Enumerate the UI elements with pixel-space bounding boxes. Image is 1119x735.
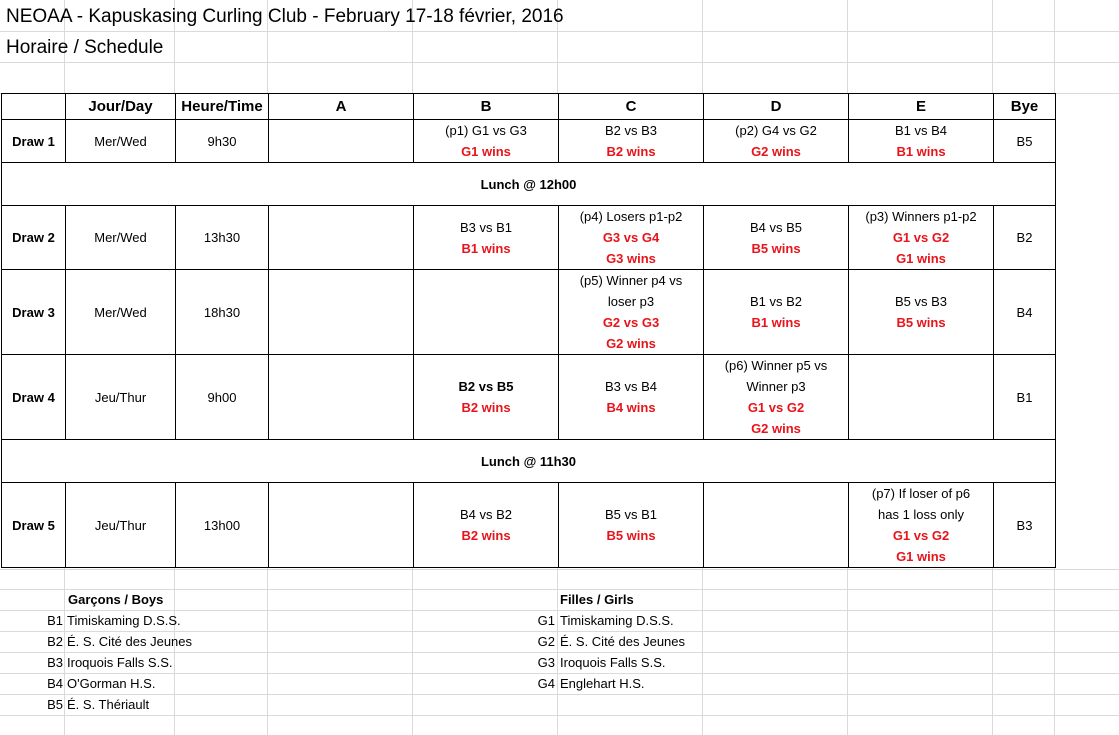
time-cell: 18h30 bbox=[176, 270, 269, 355]
draw-label: Draw 3 bbox=[2, 270, 66, 355]
page-title: NEOAA - Kapuskasing Curling Club - February 17-18 février, 2016 bbox=[6, 6, 564, 27]
draw-row bbox=[2, 483, 1056, 568]
header-cell: Bye bbox=[994, 94, 1056, 120]
header-cell bbox=[2, 94, 66, 120]
team-code: B5 bbox=[47, 697, 63, 712]
day-cell: Mer/Wed bbox=[66, 120, 176, 163]
lunch-cell: Lunch @ 12h00 bbox=[2, 163, 1056, 206]
result-text: G1 wins bbox=[896, 549, 946, 564]
matchup-text: (p1) G1 vs G3 bbox=[445, 123, 527, 138]
matchup-text: (p5) Winner p4 vs bbox=[579, 273, 683, 288]
result-text: G1 wins bbox=[896, 251, 946, 266]
team-code: B1 bbox=[47, 613, 63, 628]
matchup-text: (p4) Losers p1-p2 bbox=[579, 209, 683, 224]
header-cell: B bbox=[414, 94, 559, 120]
lunch-row bbox=[2, 163, 1056, 206]
header-cell: Jour/Day bbox=[66, 94, 176, 120]
draw-label: Draw 2 bbox=[2, 206, 66, 270]
bye-cell: B2 bbox=[994, 206, 1056, 270]
sheet-c-cell bbox=[559, 355, 704, 440]
matchup-text: B3 vs B1 bbox=[459, 219, 513, 235]
header-cell: E bbox=[849, 94, 994, 120]
draw-row bbox=[2, 355, 1056, 440]
team-name: Iroquois Falls S.S. bbox=[560, 655, 666, 670]
bye-cell: B3 bbox=[994, 483, 1056, 568]
sheet-d-cell bbox=[704, 483, 849, 568]
team-code: B2 bbox=[47, 634, 63, 649]
result-text: G2 wins bbox=[751, 144, 801, 159]
draw-row bbox=[2, 120, 1056, 163]
result-text: B4 wins bbox=[606, 400, 656, 415]
sheet-d-cell bbox=[704, 270, 849, 355]
draw-label: Draw 5 bbox=[2, 483, 66, 568]
time-cell: 9h30 bbox=[176, 120, 269, 163]
result-text: G1 vs G2 bbox=[892, 528, 950, 543]
team-code: G4 bbox=[537, 676, 555, 691]
matchup-text: B5 vs B1 bbox=[604, 507, 658, 522]
sheet-d-cell bbox=[704, 206, 849, 270]
sheet-e-cell bbox=[849, 206, 994, 270]
draw-row bbox=[2, 270, 1056, 355]
sheet-d-cell bbox=[704, 355, 849, 440]
team-name: Timiskaming D.S.S. bbox=[67, 613, 181, 628]
team-name: É. S. Cité des Jeunes bbox=[67, 634, 193, 649]
matchup-text: B2 vs B3 bbox=[604, 123, 658, 138]
matchup-text: B1 vs B4 bbox=[894, 123, 948, 138]
sheet-b-cell bbox=[414, 483, 559, 568]
day-cell: Mer/Wed bbox=[66, 206, 176, 270]
sheet-b-cell bbox=[414, 355, 559, 440]
matchup-text: (p6) Winner p5 vs bbox=[724, 358, 828, 373]
sheet-c-cell bbox=[559, 270, 704, 355]
result-text: B5 wins bbox=[751, 240, 801, 256]
sheet-b-cell bbox=[414, 206, 559, 270]
day-cell: Mer/Wed bbox=[66, 270, 176, 355]
sheet-e-cell bbox=[849, 270, 994, 355]
matchup-text: loser p3 bbox=[607, 294, 655, 309]
result-text: G2 wins bbox=[751, 421, 801, 436]
matchup-text: (p7) If loser of p6 bbox=[871, 486, 971, 501]
matchup-text: B1 vs B2 bbox=[749, 294, 803, 309]
result-text: B5 wins bbox=[896, 315, 946, 330]
result-text: B2 wins bbox=[606, 144, 656, 159]
page-subtitle: Horaire / Schedule bbox=[6, 37, 164, 58]
team-code: B3 bbox=[47, 655, 63, 670]
header-cell: C bbox=[559, 94, 704, 120]
bye-cell: B5 bbox=[994, 120, 1056, 163]
schedule-table bbox=[1, 93, 1056, 568]
result-text: G1 wins bbox=[461, 144, 511, 159]
bye-cell: B1 bbox=[994, 355, 1056, 440]
matchup-text: B5 vs B3 bbox=[894, 294, 948, 309]
sheet-c-cell bbox=[559, 206, 704, 270]
result-text: B5 wins bbox=[606, 528, 656, 543]
sheet-b-cell bbox=[414, 120, 559, 163]
team-name: É. S. Cité des Jeunes bbox=[560, 634, 686, 649]
sheet-a-cell bbox=[269, 483, 414, 568]
team-code: B4 bbox=[47, 676, 63, 691]
sheet-c-cell bbox=[559, 483, 704, 568]
lunch-row bbox=[2, 440, 1056, 483]
result-text: G2 wins bbox=[606, 336, 656, 351]
draw-label: Draw 4 bbox=[2, 355, 66, 440]
matchup-text: B4 vs B2 bbox=[459, 507, 513, 522]
header-cell: Heure/Time bbox=[176, 94, 269, 120]
time-cell: 13h30 bbox=[176, 206, 269, 270]
sheet-a-cell bbox=[269, 120, 414, 163]
team-name: Timiskaming D.S.S. bbox=[560, 613, 674, 628]
bye-cell: B4 bbox=[994, 270, 1056, 355]
sheet-c-cell bbox=[559, 120, 704, 163]
sheet-e-cell bbox=[849, 483, 994, 568]
sheet-e-cell bbox=[849, 355, 994, 440]
sheet-d-cell bbox=[704, 120, 849, 163]
time-cell: 13h00 bbox=[176, 483, 269, 568]
matchup-text: has 1 loss only bbox=[878, 507, 964, 522]
header-cell: D bbox=[704, 94, 849, 120]
result-text: B1 wins bbox=[461, 240, 511, 256]
sheet-e-cell bbox=[849, 120, 994, 163]
team-code: G3 bbox=[537, 655, 555, 670]
team-name: Englehart H.S. bbox=[560, 676, 645, 691]
draw-label: Draw 1 bbox=[2, 120, 66, 163]
result-text: B2 wins bbox=[461, 400, 511, 415]
header-row bbox=[2, 94, 1056, 120]
result-text: B1 wins bbox=[751, 315, 801, 330]
result-text: G1 vs G2 bbox=[747, 400, 805, 415]
day-cell: Jeu/Thur bbox=[66, 483, 176, 568]
matchup-text: B4 vs B5 bbox=[749, 219, 803, 235]
result-text: G3 wins bbox=[606, 251, 656, 266]
sheet-a-cell bbox=[269, 355, 414, 440]
sheet-b-cell bbox=[414, 270, 559, 355]
result-text: B2 wins bbox=[461, 528, 511, 543]
sheet-a-cell bbox=[269, 206, 414, 270]
matchup-text: B2 vs B5 bbox=[458, 379, 514, 394]
lunch-cell: Lunch @ 11h30 bbox=[2, 440, 1056, 483]
result-text: B1 wins bbox=[896, 144, 946, 159]
boys-legend-header: Garçons / Boys bbox=[68, 592, 164, 607]
result-text: G3 vs G4 bbox=[602, 230, 660, 245]
result-text: G2 vs G3 bbox=[602, 315, 660, 330]
girls-legend-header: Filles / Girls bbox=[560, 592, 634, 607]
team-code: G1 bbox=[537, 613, 555, 628]
matchup-text: Winner p3 bbox=[746, 379, 806, 394]
time-cell: 9h00 bbox=[176, 355, 269, 440]
matchup-text: (p2) G4 vs G2 bbox=[735, 123, 817, 138]
day-cell: Jeu/Thur bbox=[66, 355, 176, 440]
matchup-text: (p3) Winners p1-p2 bbox=[865, 209, 977, 224]
team-name: É. S. Thériault bbox=[67, 697, 150, 712]
team-name: O'Gorman H.S. bbox=[67, 676, 156, 691]
result-text: G1 vs G2 bbox=[892, 230, 950, 245]
team-code: G2 bbox=[537, 634, 555, 649]
team-name: Iroquois Falls S.S. bbox=[67, 655, 173, 670]
draw-row bbox=[2, 206, 1056, 270]
header-cell: A bbox=[269, 94, 414, 120]
matchup-text: B3 vs B4 bbox=[604, 379, 658, 394]
sheet-a-cell bbox=[269, 270, 414, 355]
